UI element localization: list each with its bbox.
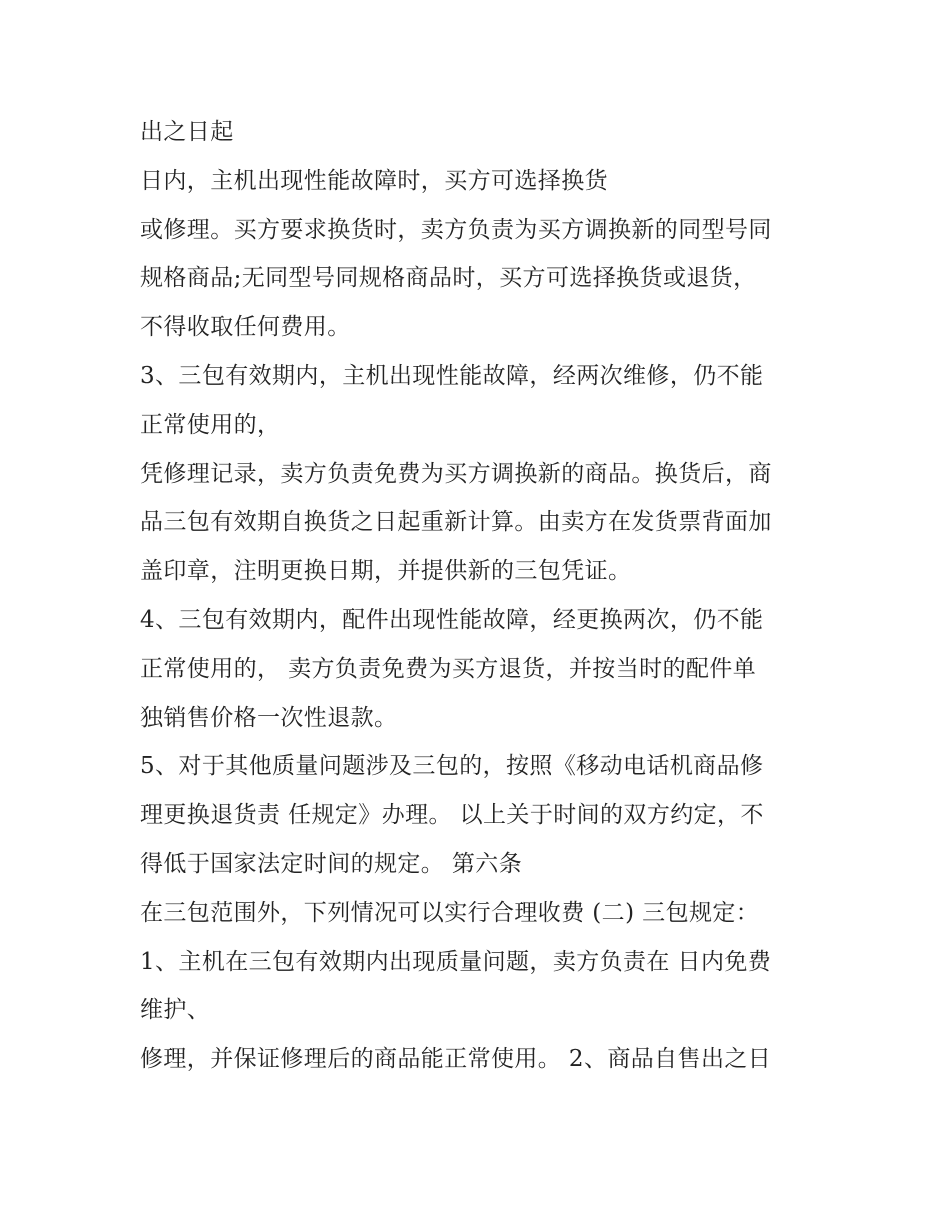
text-line: 规格商品;无同型号同规格商品时，买方可选择换货或退货， [140, 265, 757, 292]
text-line: 理更换退货责 任规定》办理。 以上关于时间的双方约定，不 [140, 802, 764, 829]
text-line: 1、主机在三包有效期内出现质量问题，卖方负责在 日内免费 [140, 948, 772, 975]
text-line: 修理，并保证修理后的商品能正常使用。 2、商品自售出之日 [140, 1046, 772, 1073]
text-line: 正常使用的， 卖方负责免费为买方退货，并按当时的配件单 [140, 655, 757, 682]
text-line: 品三包有效期自换货之日起重新计算。由卖方在发货票背面加 [140, 509, 772, 536]
body-text [140, 108, 830, 1084]
text-line: 正常使用的， [140, 411, 281, 438]
text-line: 盖印章，注明更换日期，并提供新的三包凭证。 [140, 558, 632, 585]
text-line: 4、三包有效期内，配件出现性能故障，经更换两次，仍不能 [140, 606, 764, 633]
text-line: 凭修理记录，卖方负责免费为买方调换新的商品。换货后，商 [140, 460, 772, 487]
text-line: 独销售价格一次性退款。 [140, 704, 398, 731]
text-line: 5、对于其他质量问题涉及三包的，按照《移动电话机商品修 [140, 753, 764, 780]
text-line: 或修理。买方要求换货时，卖方负责为买方调换新的同型号同 [140, 216, 772, 243]
text-line: 在三包范围外，下列情况可以实行合理收费 (二) 三包规定： [140, 899, 760, 926]
text-line: 3、三包有效期内，主机出现性能故障，经两次维修，仍不能 [140, 362, 764, 389]
text-line: 出之日起 [140, 119, 234, 145]
text-line: 日内，主机出现性能故障时，买方可选择换货 [140, 167, 608, 194]
text-line: 得低于国家法定时间的规定。 第六条 [140, 850, 523, 877]
text-line: 维护、 [140, 997, 211, 1024]
text-line: 不得收取任何费用。 [140, 314, 351, 341]
